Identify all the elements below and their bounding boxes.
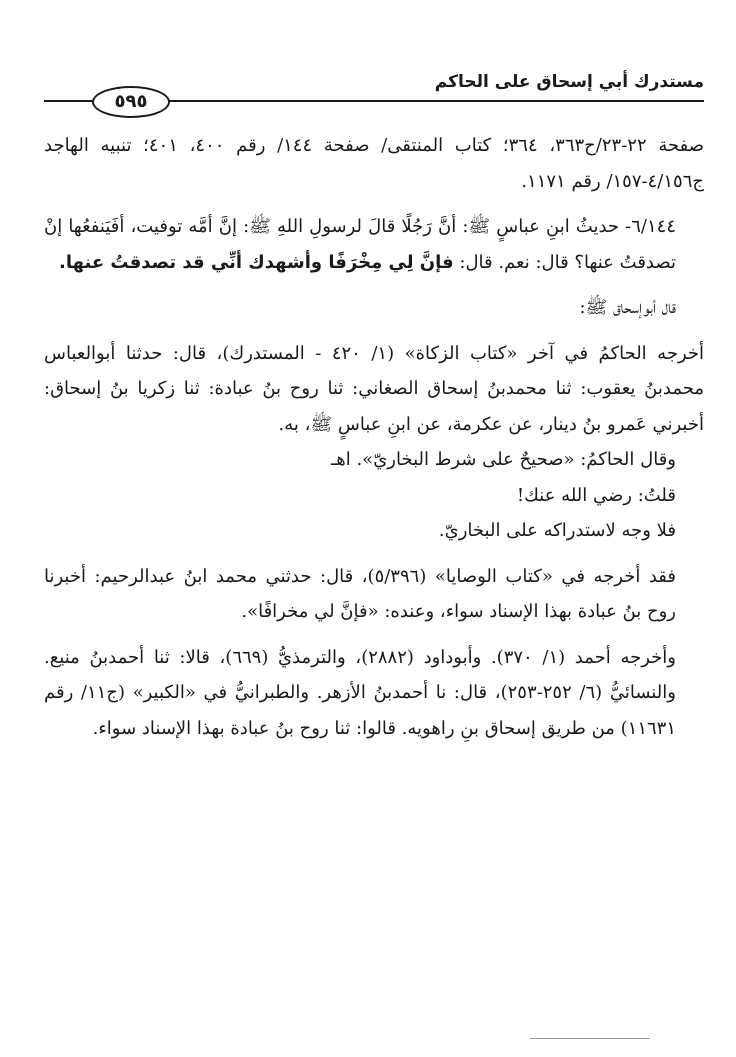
paragraph-no-istidrak: فلا وجه لاستدراكه على البخاريّ.: [438, 520, 676, 541]
footer-rule: [530, 1038, 650, 1039]
hadith-emphasis: فإنَّ لِي مِخْرَفًا وأشهدك أنِّي قد تصدقتُ عنها.: [59, 251, 454, 273]
body-text: [44, 128, 704, 746]
paragraph-other-sources: وأخرجه أحمد (١/ ٣٧٠). وأبوداود (٢٨٨٢)، والترمذيُّ (٦٦٩)، قالا: ثنا أحمدبنُ منيع. والنسائيُّ (٦/ ٢٥٢-٢٥٣)، قال: نا أحمدبنُ الأزهر. والطبرانيُّ في «الكبير» (ج١١/ رقم ١١٦٣١) من طريق إسحاق بنِ راهويه. قالوا: ثنا روح بنُ عبادة بهذا الإسناد سواء.: [44, 646, 676, 739]
running-title: مستدرك أبي إسحاق على الحاكم: [434, 72, 704, 92]
paragraph-hakim-verdict: وقال الحاكمُ: «صحيحٌ على شرط البخاريّ». اهـ: [330, 449, 676, 470]
page-number: ٥٩٥: [92, 86, 170, 118]
paragraph-author-comment: قال أبوإسحاق ﷺ:: [579, 297, 676, 318]
hadith-text: ٦/١٤٤- حديثُ ابنِ عباسٍ ﷺ: أنَّ رَجُلًا قالَ لرسولِ اللهِ ﷺ: إنَّ أمَّه توفيت، أفَيَنفعُها إنْ تصدقتُ عنها؟ قال: نعم. قال:: [44, 216, 676, 273]
paragraph-author-reply: قلتُ: رضي الله عنك!: [516, 484, 676, 506]
paragraph-hadith: [44, 209, 704, 280]
paragraph-reference-continuation: صفحة ٢٢-٢٣/ح٣٦٣، ٣٦٤؛ كتاب المنتقى/ صفحة ١٤٤/ رقم ٤٠٠، ٤٠١؛ تنبيه الهاجد ج٤/١٥٦-١٥٧/ رقم ١١٧١.: [44, 135, 704, 192]
paragraph-bukhari-source: فقد أخرجه في «كتاب الوصايا» (٥/٣٩٦)، قال: حدثني محمد ابنُ عبدالرحيم: أخبرنا روح بنُ عبادة بهذا الإسناد سواء، وعنده: «فإنَّ لي مخرافًا».: [44, 565, 676, 622]
paragraph-hakim-source: أخرجه الحاكمُ في آخر «كتاب الزكاة» (١/ ٤٢٠ - المستدرك)، قال: حدثنا أبوالعباس محمدبنُ يعقوب: ثنا محمدبنُ إسحاق الصغاني: ثنا روح بنُ عبادة: ثنا زكريا بنُ إسحاق: أخبرني عَمرو بنُ دينار، عن عكرمة، عن ابنِ عباسٍ ﷺ، به.: [44, 342, 704, 435]
running-header: [44, 72, 704, 122]
